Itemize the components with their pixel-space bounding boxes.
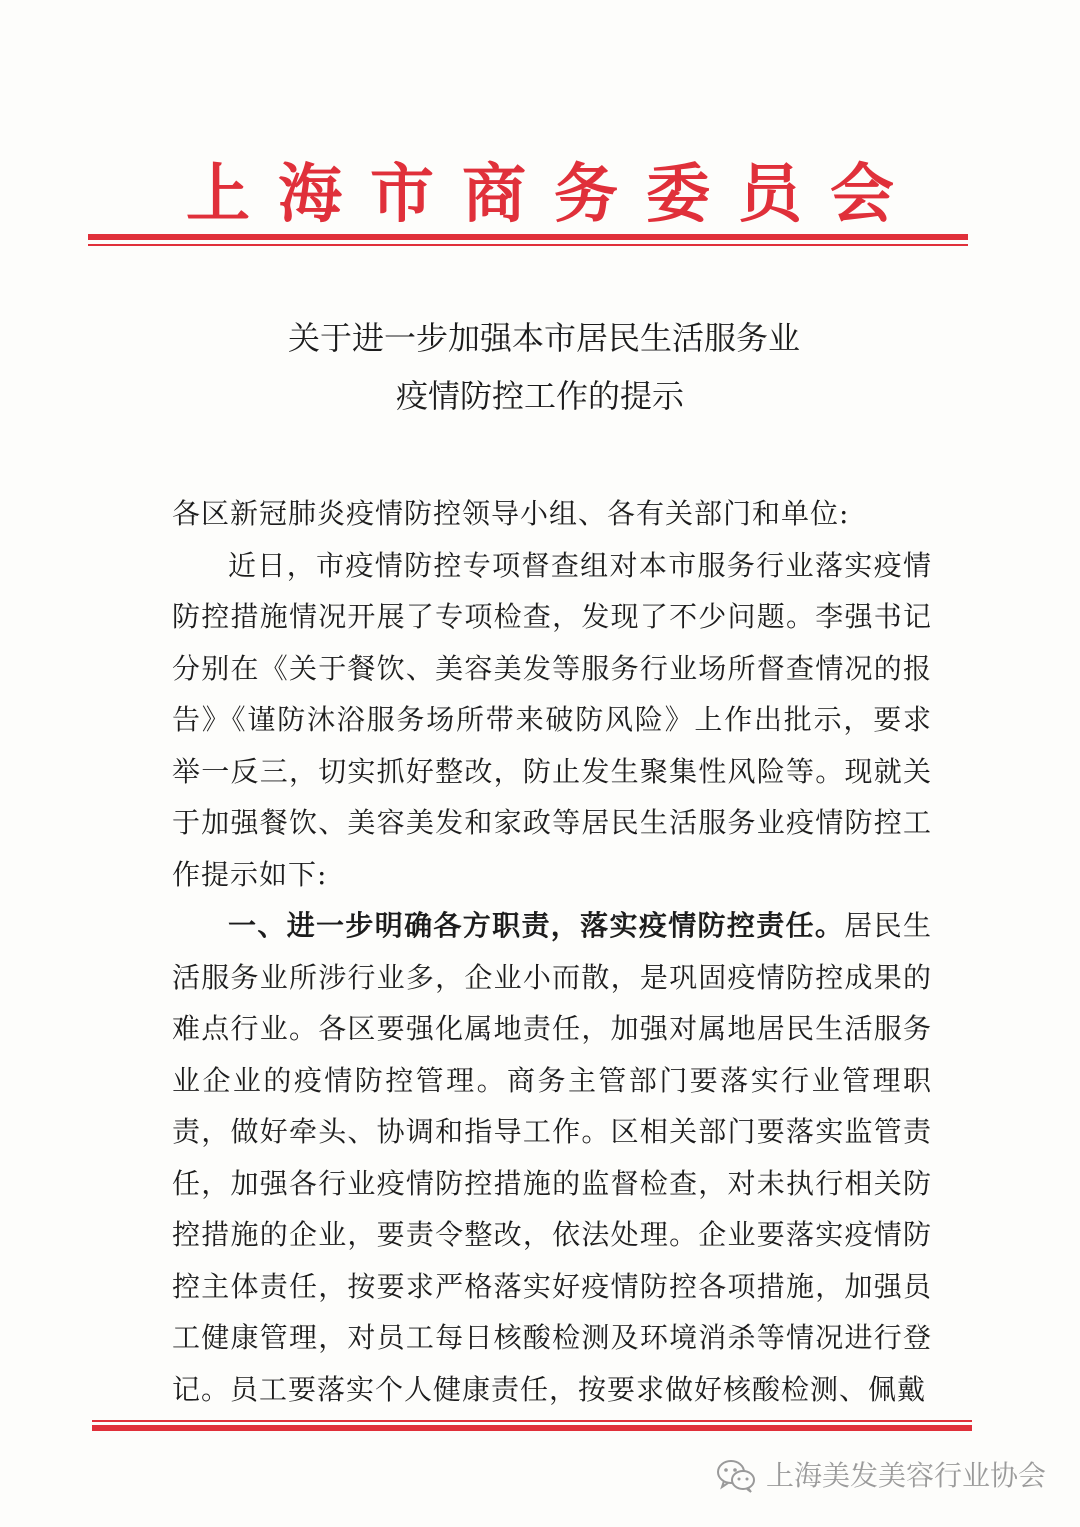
footer-divider-thick	[92, 1425, 972, 1431]
document-title-line-2: 疫情防控工作的提示	[395, 377, 684, 415]
wechat-icon	[716, 1458, 756, 1494]
header-divider-thick	[88, 234, 968, 240]
issuing-authority-header: 上海市商务委员会	[186, 157, 922, 232]
header-divider-thin	[88, 244, 968, 246]
footer-divider-thin	[92, 1420, 972, 1422]
document-title-line-1: 关于进一步加强本市居民生活服务业	[287, 319, 800, 357]
watermark-text: 上海美发美容行业协会	[765, 1459, 1046, 1492]
salutation: 各区新冠肺炎疫情防控领导小组、各有关部门和单位:	[172, 497, 850, 530]
section-1-heading: 一、进一步明确各方职责，落实疫情防控责任。	[228, 909, 845, 942]
section-1-text: 居民生活服务业所涉行业多，企业小而散，是巩固疫情防控成果的难点行业。各区要强化属地责任，加强对属地居民生活服务业企业的疫情防控管理。商务主管部门要落实行业管理职责，做好牵头、协调和指导工作。区相关部门要落实监管责任，加强各行业疫情防控措施的监督检查，对未执行相关防控措施的企业，要责令整改，依法处理。企业要落实疫情防控主体责任，按要求严格落实好疫情防控各项措施，加强员工健康管理，对员工每日核酸检测及环境消杀等情况进行登记。员工要落实个人健康责任，按要求做好核酸检测、佩戴	[172, 909, 932, 1406]
document-body	[172, 488, 932, 1415]
paragraph-intro: 近日，市疫情防控专项督查组对本市服务行业落实疫情防控措施情况开展了专项检查，发现了不少问题。李强书记分别在《关于餐饮、美容美发等服务行业场所督查情况的报告》《谨防沐浴服务场所带来破防风险》上作出批示，要求举一反三，切实抓好整改，防止发生聚集性风险等。现就关于加强餐饮、美容美发和家政等居民生活服务业疫情防控工作提示如下:	[172, 548, 932, 891]
paragraph-section-1	[172, 900, 932, 1415]
wechat-watermark	[716, 1456, 1046, 1496]
